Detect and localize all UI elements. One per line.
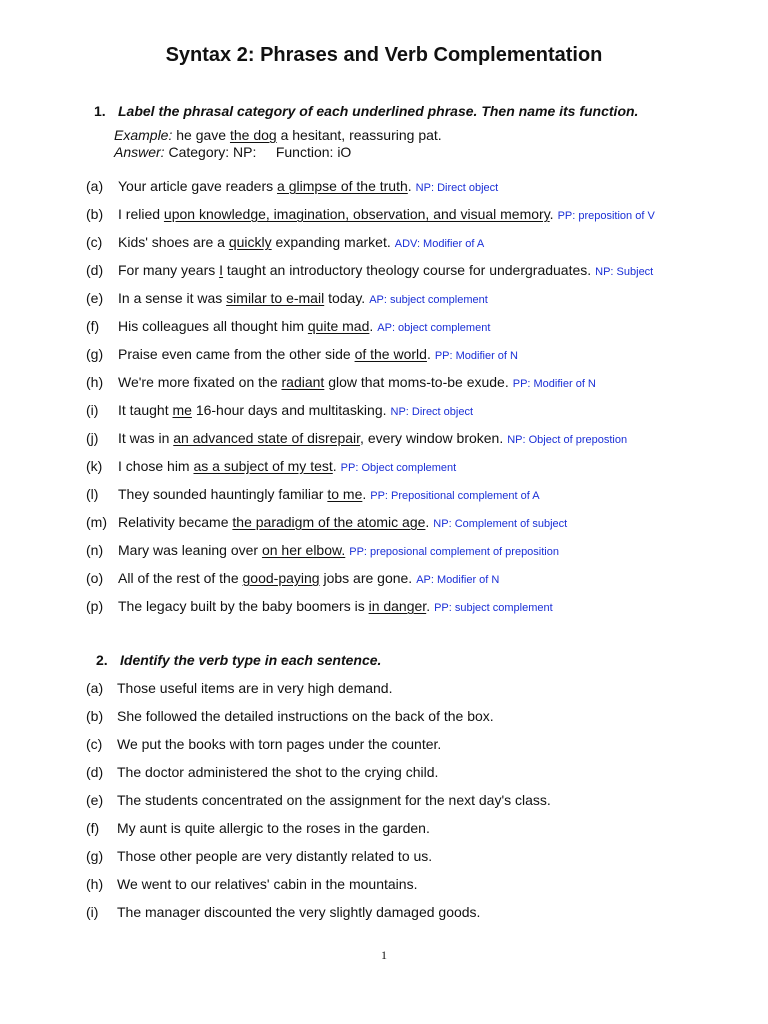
q1-item-text: Your article gave readers — [118, 178, 278, 194]
q1-item-underlined: a glimpse of the truth — [277, 178, 408, 194]
q1-item-underlined: me — [172, 402, 192, 418]
q1-item-answer: AP: object complement — [377, 322, 491, 334]
q2-item-label: (e) — [86, 792, 104, 808]
q1-item-text-end: . — [426, 346, 431, 362]
q1-item-text: All of the rest of the — [118, 570, 243, 586]
q2-item-text: The doctor administered the shot to the crying child. — [117, 764, 439, 780]
q1-item-label: (e) — [86, 290, 104, 306]
q1-item-text: The legacy built by the baby boomers is — [118, 598, 369, 614]
q1-item-text-end: jobs are gone. — [319, 570, 413, 586]
q1-item-text: They sounded hauntingly familiar — [118, 486, 328, 502]
q1-item-underlined: radiant — [281, 374, 325, 390]
q1-item-text-end: . — [549, 206, 554, 222]
q1-item-text: His colleagues all thought him — [118, 318, 308, 334]
q1-item-text: Kids' shoes are a — [118, 234, 229, 250]
q2-item-text: We went to our relatives' cabin in the mountains. — [117, 876, 418, 892]
q1-item-text-end: . — [407, 178, 412, 194]
q2-item-label: (h) — [86, 876, 104, 892]
answer-line — [114, 144, 351, 160]
q1-item-answer: PP: subject complement — [434, 602, 553, 614]
q1-item-text-end: expanding market. — [271, 234, 391, 250]
example-pre: he gave — [172, 127, 230, 143]
q1-item-text: I chose him — [118, 458, 194, 474]
q1-item-text-end: glow that moms-to-be exude. — [324, 374, 509, 390]
example-line — [114, 127, 442, 143]
q1-item-label: (i) — [86, 402, 99, 418]
q1-item-label: (h) — [86, 374, 104, 390]
q1-item-underlined: as a subject of my test — [193, 458, 333, 474]
q1-item-text: It taught — [118, 402, 173, 418]
q1-item-text-end: . — [369, 318, 374, 334]
q1-item-underlined: on her elbow. — [261, 542, 346, 558]
q2-item-text: My aunt is quite allergic to the roses in the garden. — [117, 820, 430, 836]
q1-item-label: (j) — [86, 430, 99, 446]
q1-item-answer: NP: Complement of subject — [433, 518, 568, 530]
q1-item-underlined: of the world — [354, 346, 427, 362]
q1-item-label: (o) — [86, 570, 104, 586]
q1-item-answer: AP: subject complement — [369, 294, 488, 306]
q1-item-text: We're more fixated on the — [118, 374, 282, 390]
q2-item-label: (i) — [86, 904, 99, 920]
example-underlined: the dog — [229, 127, 277, 143]
q1-item-answer: PP: preposition of V — [557, 210, 655, 222]
q1-item-label: (c) — [86, 234, 103, 250]
q2-item-text: Those other people are very distantly related to us. — [117, 848, 433, 864]
q1-item-text: For many years — [118, 262, 220, 278]
q1-item-text-end: 16-hour days and multitasking. — [191, 402, 387, 418]
q1-item-answer: PP: Modifier of N — [434, 350, 518, 362]
q2-item-text: The manager discounted the very slightly damaged goods. — [117, 904, 481, 920]
question-1-heading — [94, 103, 638, 119]
q1-item-answer: NP: Direct object — [415, 182, 499, 194]
q1-item-label: (g) — [86, 346, 104, 362]
q1-item-underlined: in danger — [368, 598, 427, 614]
q1-item-label: (b) — [86, 206, 104, 222]
q2-item-label: (d) — [86, 764, 104, 780]
q1-item-text: Relativity became — [118, 514, 233, 530]
answer-label: Answer: — [114, 144, 165, 160]
q2-item-text: Those useful items are in very high demand. — [117, 680, 393, 696]
q1-item-label: (m) — [86, 514, 107, 530]
q1-item-answer: PP: Modifier of N — [512, 378, 596, 390]
q1-item-answer: NP: Object of prepostion — [507, 434, 628, 446]
q1-item-text: It was in — [118, 430, 174, 446]
q1-item-underlined: upon knowledge, imagination, observation, and visual memory — [163, 206, 550, 222]
q1-item-label: (d) — [86, 262, 104, 278]
question-2-number: 2. — [96, 652, 108, 668]
q2-item-text: The students concentrated on the assignment for the next day's class. — [117, 792, 551, 808]
example-label: Example: — [114, 127, 173, 143]
q1-item-text-end: . — [362, 486, 367, 502]
q1-item-label: (k) — [86, 458, 103, 474]
q1-item-answer: NP: Subject — [595, 266, 654, 278]
q1-item-underlined: quite mad — [307, 318, 370, 334]
q2-item-text: She followed the detailed instructions on the back of the box. — [117, 708, 494, 724]
q2-item-label: (a) — [86, 680, 104, 696]
q1-item-text-end: . — [425, 514, 430, 530]
q1-item-underlined: quickly — [228, 234, 272, 250]
q1-item-answer: PP: preposional complement of preposition — [349, 546, 559, 558]
q1-item-underlined: the paradigm of the atomic age — [232, 514, 426, 530]
q1-item-underlined: good-paying — [242, 570, 320, 586]
q1-item-underlined: similar to e-mail — [226, 290, 325, 306]
q1-item-underlined: I — [219, 262, 224, 278]
q2-item-label: (b) — [86, 708, 104, 724]
q1-item-text-end: . — [332, 458, 337, 474]
q1-item-answer: PP: Object complement — [340, 462, 457, 474]
q1-item-text: Praise even came from the other side — [118, 346, 355, 362]
q1-item-answer: ADV: Modifier of A — [394, 238, 485, 250]
q1-item-answer: AP: Modifier of N — [416, 574, 500, 586]
answer-text: Category: NP: Function: iO — [164, 144, 352, 160]
q1-item-text-end: . — [426, 598, 431, 614]
q1-item-label: (f) — [86, 318, 100, 334]
q1-item-text-end: , every window broken. — [360, 430, 504, 446]
example-post: a hesitant, reassuring pat. — [276, 127, 442, 143]
q1-item-label: (p) — [86, 598, 104, 614]
q1-item-text-end: taught an introductory theology course for undergraduates. — [223, 262, 592, 278]
page-title: Syntax 2: Phrases and Verb Complementation — [165, 44, 603, 66]
q2-item-label: (g) — [86, 848, 104, 864]
q2-item-text: We put the books with torn pages under the counter. — [117, 736, 442, 752]
q1-item-text: Mary was leaning over — [118, 542, 262, 558]
page-number: 1 — [381, 948, 387, 962]
q1-item-text: In a sense it was — [118, 290, 227, 306]
q1-item-label: (n) — [86, 542, 104, 558]
question-2-heading — [96, 652, 381, 668]
q1-item-answer: NP: Direct object — [390, 406, 474, 418]
question-1-number: 1. — [94, 103, 106, 119]
q1-item-label: (l) — [86, 486, 99, 502]
q1-item-underlined: to me — [327, 486, 363, 502]
q1-item-text-end: today. — [324, 290, 366, 306]
q2-item-label: (c) — [86, 736, 103, 752]
q1-item-answer: PP: Prepositional complement of A — [370, 490, 540, 502]
question-1-text: Label the phrasal category of each underlined phrase. Then name its function. — [118, 103, 639, 119]
q2-item-label: (f) — [86, 820, 100, 836]
q1-item-underlined: an advanced state of disrepair — [173, 430, 361, 446]
q1-item-text: I relied — [118, 206, 164, 222]
q1-item-label: (a) — [86, 178, 104, 194]
question-2-text: Identify the verb type in each sentence. — [120, 652, 382, 668]
